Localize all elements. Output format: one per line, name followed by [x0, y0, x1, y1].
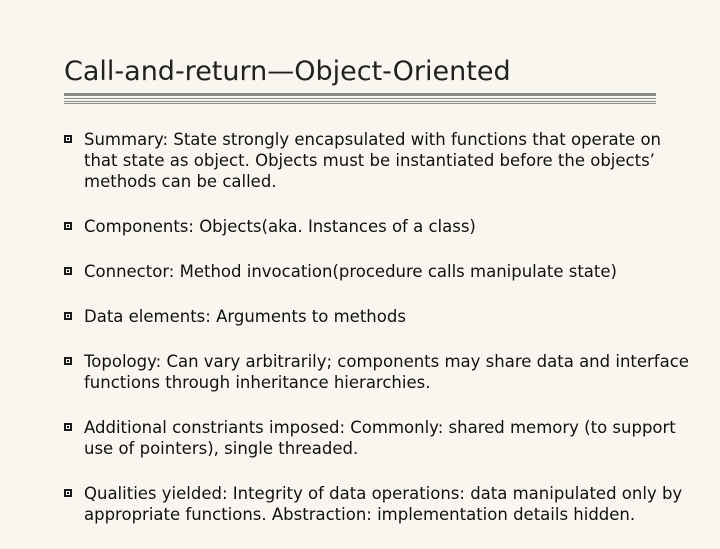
bullet-qualities — [64, 483, 694, 525]
bullet-data-elements — [64, 306, 694, 327]
bullet-text: Qualities yielded: Integrity of data operations: data manipulated only by appropriate functions. Abstraction: implementation details hidden. — [84, 484, 683, 524]
slide-title: Call-and-return—Object-Oriented — [64, 56, 511, 87]
bullet-text: Additional constriants imposed: Commonly: shared memory (to support use of pointers), single threaded. — [84, 418, 676, 458]
square-bullet-icon — [64, 267, 72, 275]
bullet-text: Data elements: Arguments to methods — [84, 307, 406, 326]
bullet-topology — [64, 351, 694, 393]
title-divider — [64, 93, 656, 105]
bullet-constraints — [64, 417, 694, 459]
bullet-text: Components: Objects(aka. Instances of a class) — [84, 217, 476, 236]
bullet-connector — [64, 261, 694, 282]
square-bullet-icon — [64, 312, 72, 320]
square-bullet-icon — [64, 423, 72, 431]
square-bullet-icon — [64, 222, 72, 230]
bullet-components — [64, 216, 694, 237]
bullet-text: Topology: Can vary arbitrarily; components may share data and interface functions through inheritance hierarchies. — [84, 352, 689, 392]
bullet-summary — [64, 129, 694, 192]
bullet-list — [64, 129, 694, 549]
bullet-text: Connector: Method invocation(procedure calls manipulate state) — [84, 262, 617, 281]
square-bullet-icon — [64, 489, 72, 497]
bullet-text: Summary: State strongly encapsulated with functions that operate on that state as object. Objects must be instantiated before the objects’ methods can be called. — [84, 130, 662, 191]
square-bullet-icon — [64, 135, 72, 143]
square-bullet-icon — [64, 357, 72, 365]
